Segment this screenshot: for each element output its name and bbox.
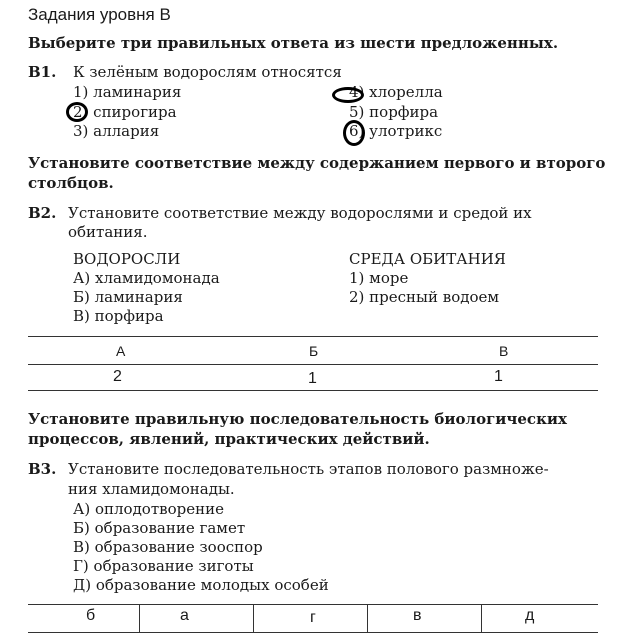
b2-answer: 1 (308, 370, 317, 387)
instruction-match-cont: столбцов. (28, 174, 114, 192)
b1-number: В1. (28, 63, 57, 81)
table-rule (28, 604, 598, 605)
b3-answer: д (525, 607, 535, 624)
cell-divider (367, 604, 368, 632)
instruction-match: Установите соответствие между содержанием первого и второго (28, 154, 606, 172)
table-rule (28, 336, 598, 337)
table-rule (28, 364, 598, 365)
table-rule (28, 390, 598, 391)
b2-question-cont: обитания. (68, 223, 148, 241)
b3-item: Г) образование зиготы (73, 557, 254, 575)
b3-answer: а (180, 607, 189, 624)
b3-item: Д) образование молодых особей (73, 576, 329, 594)
b3-answer: г (310, 609, 316, 626)
b1-option: 2) спирогира (73, 103, 177, 121)
b2-answer: 1 (494, 368, 503, 385)
b1-option: 4) хлорелла (349, 83, 443, 101)
answer-header: В (499, 343, 509, 359)
b1-question: К зелёным водорослям относятся (73, 63, 342, 81)
instruction-choose-three: Выберите три правильных ответа из шести предложенных. (28, 34, 559, 52)
b3-item: В) образование зооспор (73, 538, 263, 556)
table-rule (28, 632, 598, 633)
b3-answer: б (86, 607, 96, 624)
b1-option: 6) улотрикс (349, 122, 443, 140)
b1-option: 5) порфира (349, 103, 439, 121)
b3-item: А) оплодотворение (73, 500, 224, 518)
b3-question: Установите последовательность этапов полового размноже- (68, 460, 549, 478)
answer-header: Б (309, 343, 319, 359)
b2-right-item: 2) пресный водоем (349, 288, 500, 306)
instruction-sequence-cont: процессов, явлений, практических действий. (28, 430, 430, 448)
cell-divider (481, 604, 482, 632)
answer-header: А (116, 343, 126, 359)
b3-item: Б) образование гамет (73, 519, 246, 537)
page-heading: Задания уровня В (28, 5, 171, 24)
b2-answer: 2 (113, 368, 122, 385)
answer-mark-circle (343, 120, 365, 146)
b2-right-header: СРЕДА ОБИТАНИЯ (349, 250, 506, 268)
b3-answer: в (413, 607, 422, 624)
b2-number: В2. (28, 204, 57, 222)
b1-option: 1) ламинария (73, 83, 182, 101)
b2-left-header: ВОДОРОСЛИ (73, 250, 181, 268)
cell-divider (253, 604, 254, 632)
instruction-sequence: Установите правильную последовательность биологических (28, 410, 567, 428)
answer-mark-circle (66, 102, 88, 122)
b1-option: 3) аллария (73, 122, 160, 140)
b2-question: Установите соответствие между водорослями и средой их (68, 204, 532, 222)
cell-divider (139, 604, 140, 632)
b2-left-item: А) хламидомонада (73, 269, 220, 287)
b3-question-cont: ния хламидомонады. (68, 480, 235, 498)
b2-left-item: В) порфира (73, 307, 164, 325)
b3-number: В3. (28, 460, 57, 478)
answer-mark-circle (332, 87, 364, 103)
b2-right-item: 1) море (349, 269, 409, 287)
b2-left-item: Б) ламинария (73, 288, 183, 306)
